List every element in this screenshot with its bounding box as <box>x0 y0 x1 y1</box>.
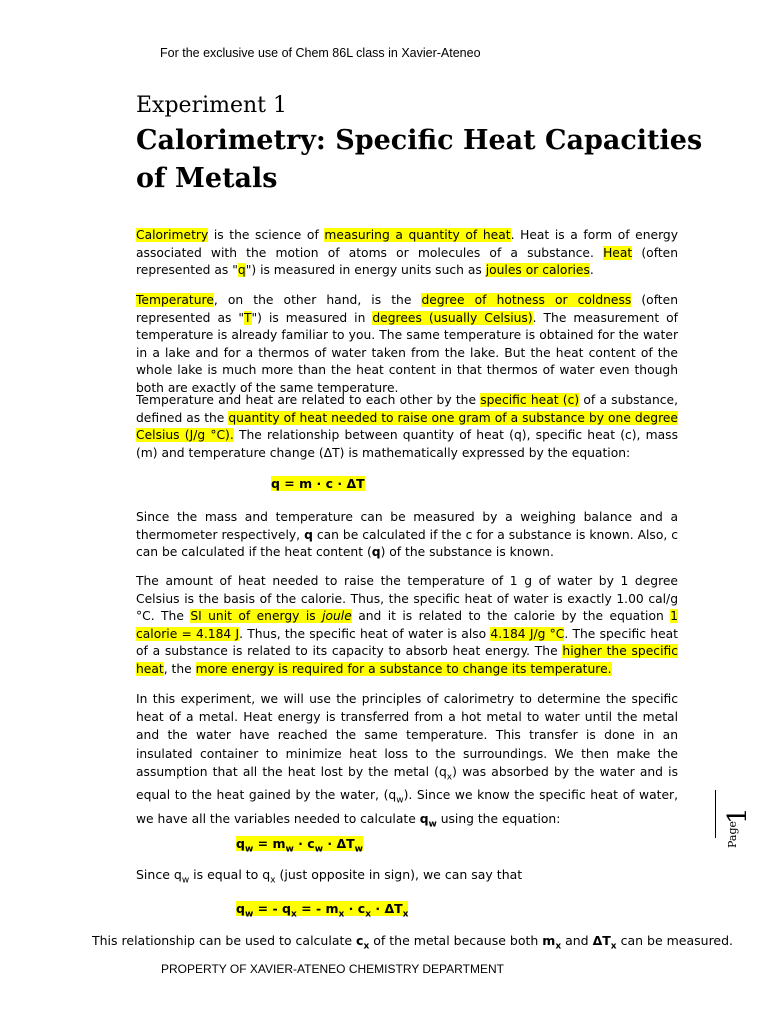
title-line-1: Calorimetry: Specific Heat Capacities <box>136 125 703 156</box>
subscript: w <box>396 795 404 806</box>
subscript: w <box>354 844 363 855</box>
subscript: x <box>610 941 617 952</box>
subscript: x <box>402 909 409 920</box>
subscript: x <box>363 941 370 952</box>
highlight: 4.184 J/g °C <box>490 626 565 641</box>
highlight: higher the specific heat <box>136 644 678 676</box>
text: . The specific heat of a substance is related to its capacity to absorb heat energy. The <box>136 626 678 659</box>
highlight: degree of hotness or coldness <box>421 293 632 307</box>
text: of the metal because both <box>369 933 543 948</box>
equation-qw <box>236 836 363 855</box>
subscript: x <box>290 909 297 920</box>
bold-text <box>356 933 370 952</box>
text: ΔT <box>592 933 611 948</box>
paragraph-measurement <box>136 509 678 562</box>
text: (often represented as " <box>136 245 678 278</box>
paragraph-calorimetry <box>136 227 678 280</box>
equation-qw-qx <box>236 901 408 920</box>
highlight: q = m · c · ΔT <box>271 476 365 491</box>
text: · ΔT <box>371 901 403 916</box>
text: The amount of heat needed to raise the temperature of 1 g of water by 1 degree Celsius is the basis of the calorie. Thus, the specific heat of water is exactly 1.00 cal/g °C. The <box>136 574 678 624</box>
text: of a substance, defined as the <box>136 393 678 425</box>
text: . <box>589 263 594 278</box>
paragraph-calorie <box>136 573 678 679</box>
text: is the science of <box>208 228 325 242</box>
text: (just opposite in sign), we can say that <box>275 867 523 882</box>
bold-text: q <box>371 545 381 560</box>
text: · c <box>344 901 366 916</box>
equation-q <box>271 476 365 491</box>
text: q <box>419 812 429 827</box>
highlight: Calorimetry <box>136 228 209 242</box>
subscript: w <box>244 844 254 855</box>
text: q <box>236 836 245 851</box>
paragraph-since-qw <box>136 867 522 886</box>
text: The relationship between quantity of heat (q), specific heat (c), mass (m) and temperature change (ΔT) is mathematically expressed by the equation: <box>136 428 678 460</box>
text: ") is measured in energy units such as <box>245 263 486 278</box>
text: . The measurement of temperature is already familiar to you. The same temperature is obtained for the water in a lake and for a thermos of water taken from the lake. But the heat content of the whole lake is much more than the heat content in that thermos of water even though both are exactly of the same temperature. <box>136 310 678 395</box>
subscript: x <box>555 941 562 952</box>
text: can be measured. <box>616 933 734 948</box>
text: q <box>236 901 245 916</box>
highlight <box>236 901 409 920</box>
subscript: x <box>338 909 345 920</box>
highlight: specific heat (c) <box>480 393 580 407</box>
text: and <box>561 933 593 948</box>
text: using the equation: <box>436 812 561 827</box>
highlight <box>190 609 351 623</box>
bold-text <box>542 933 562 952</box>
text: , on the other hand, is the <box>213 293 422 307</box>
highlight: 1 calorie = 4.184 J <box>136 609 678 641</box>
highlight: measuring a quantity of heat <box>324 228 511 242</box>
text: ") is measured in <box>251 310 373 325</box>
page-label: Page <box>726 820 739 848</box>
text: = - m <box>296 901 339 916</box>
document-title <box>136 122 702 198</box>
text: c <box>356 933 364 948</box>
highlight: more energy is required for a substance to change its temperature. <box>195 661 612 676</box>
paragraph-experiment <box>136 690 678 834</box>
text: SI unit of energy is <box>190 609 323 624</box>
text: , the <box>163 661 196 676</box>
italic-text: joule <box>322 609 352 624</box>
highlight <box>236 836 363 855</box>
highlight: joules or calories <box>485 263 590 278</box>
paragraph-specific-heat <box>136 392 678 462</box>
text: ). Since we know the specific heat of water, we have all the variables needed to calculate <box>136 788 678 827</box>
text: ) was absorbed by the water and is equal to the heat gained by the water, (q <box>136 764 678 803</box>
text: ) of the substance is known. <box>380 545 554 560</box>
subscript: w <box>181 875 190 886</box>
experiment-label: Experiment 1 <box>136 93 288 118</box>
paragraph-temperature <box>136 292 678 398</box>
bold-text <box>419 812 437 830</box>
footer-note: PROPERTY OF XAVIER-ATENEO CHEMISTRY DEPARTMENT <box>161 962 504 976</box>
highlight: T <box>244 310 252 325</box>
text: . Thus, the specific heat of water is also <box>239 626 491 641</box>
title-line-2: of Metals <box>136 163 278 194</box>
subscript: w <box>244 909 254 920</box>
text: (often represented as " <box>136 293 678 325</box>
page-number: 1 <box>723 807 753 824</box>
highlight: Heat <box>603 245 633 260</box>
highlight: Temperature <box>136 293 214 307</box>
text: is equal to q <box>189 867 271 882</box>
subscript: x <box>446 772 453 783</box>
text: This relationship can be used to calculate <box>92 933 357 948</box>
paragraph-relationship <box>92 933 733 952</box>
text: m <box>542 933 556 948</box>
subscript: w <box>428 819 437 830</box>
text: · c <box>293 836 315 851</box>
text: can be calculated if the c for a substance is known. Also, c can be calculated if the heat content ( <box>136 527 678 560</box>
text: Since the mass and temperature can be measured by a weighing balance and a thermometer respectively, <box>136 510 678 542</box>
subscript: x <box>365 909 372 920</box>
text: = - q <box>253 901 291 916</box>
text: In this experiment, we will use the principles of calorimetry to determine the specific heat of a metal. Heat energy is transferred from a hot metal to water until the metal and the water have reached the same temperature. This transfer is done in an insulated container to minimize heat loss to the surroundings. We then make the assumption that all the heat lost by the metal (q <box>136 692 678 779</box>
text: Temperature and heat are related to each other by the <box>136 393 481 407</box>
header-note: For the exclusive use of Chem 86L class in Xavier-Ateneo <box>160 46 481 60</box>
highlight: quantity of heat needed to raise one gram of a substance by one degree Celsius (J/g °C). <box>136 410 678 443</box>
bold-text <box>592 933 617 952</box>
text: · ΔT <box>323 836 355 851</box>
highlight: degrees (usually Celsius) <box>372 310 533 325</box>
subscript: w <box>314 844 324 855</box>
highlight: q <box>237 263 246 278</box>
subscript: w <box>285 844 294 855</box>
text: = m <box>253 836 286 851</box>
text: Since q <box>136 867 182 882</box>
bold-text: q <box>304 527 313 542</box>
text: . Heat is a form of energy associated with the motion of atoms or molecules of a substance. <box>136 228 679 260</box>
text: and it is related to the calorie by the equation <box>351 609 671 624</box>
subscript: x <box>270 875 276 886</box>
